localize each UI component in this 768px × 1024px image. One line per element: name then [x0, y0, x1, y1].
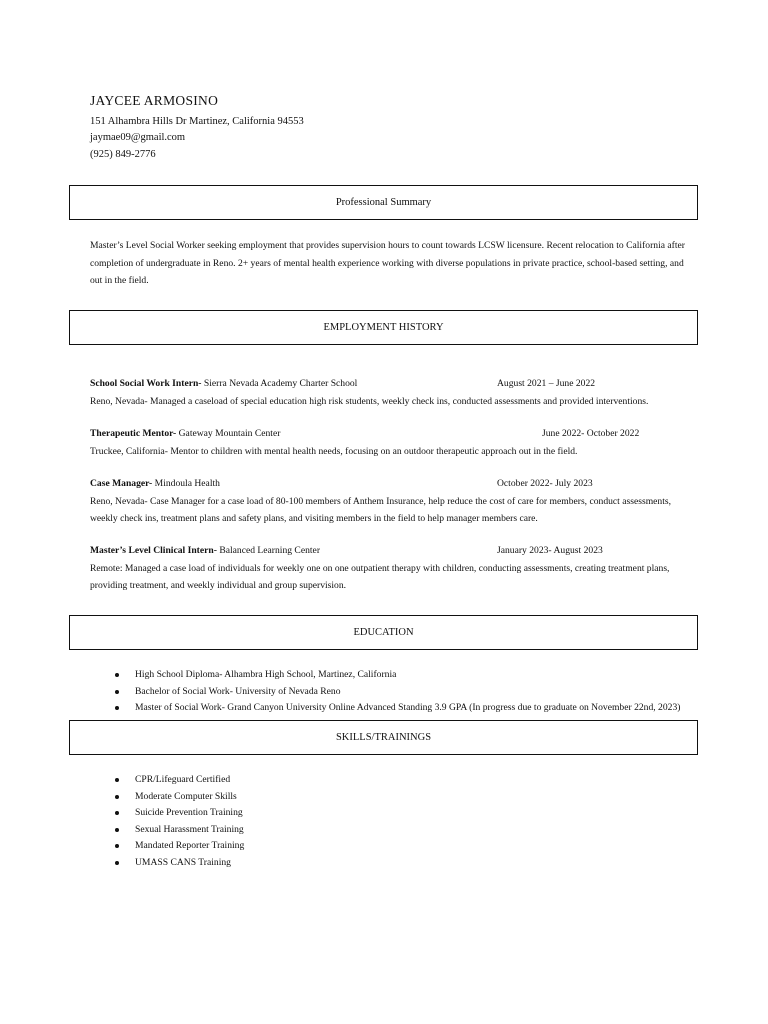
job-title-1 [90, 377, 357, 391]
section-header-employment [69, 310, 698, 345]
address: 151 Alhambra Hills Dr Martinez, California 94553 [90, 116, 304, 127]
job-org-2: Gateway Mountain Center [176, 428, 281, 439]
education-item: Bachelor of Social Work- University of Nevada Reno [115, 684, 680, 701]
job-desc-4: Remote: Managed a case load of individuals for weekly one on one outpatient therapy with children, conducting assessments, creating treatment plans, providing treatment, and weekly individual and group supervision. [90, 563, 670, 591]
section-header-summary [69, 185, 698, 220]
section-header-skills [69, 720, 698, 755]
job-org-4: Balanced Learning Center [216, 545, 321, 556]
summary-text: Master’s Level Social Worker seeking employment that provides supervision hours to count towards LCSW licensure. Recent relocation to California after completion of undergraduate in Reno. 2+ years of mental health experience working with diverse populations in private practice, school-based setting, and out in the field. [90, 240, 685, 286]
job-dates-2: June 2022- October 2022 [542, 428, 640, 439]
phone: (925) 849-2776 [90, 149, 156, 160]
skill-item: Moderate Computer Skills [115, 789, 244, 806]
candidate-name: JAYCEE ARMOSINO [90, 93, 219, 108]
skill-item: CPR/Lifeguard Certified [115, 772, 244, 789]
job-desc-3: Reno, Nevada- Case Manager for a case load of 80-100 members of Anthem Insurance, help reduce the cost of care for members, conduct assessments, weekly check ins, treatment plans and safety plans, and visiting members in the field to help manager members care. [90, 496, 672, 524]
job-desc-2: Truckee, California- Mentor to children with mental health needs, focusing on an outdoor therapeutic approach out in the field. [90, 446, 578, 457]
education-list [115, 667, 680, 717]
job-org-3: Mindoula Health [152, 478, 220, 489]
education-item: Master of Social Work- Grand Canyon University Online Advanced Standing 3.9 GPA (In progress due to graduate on November 22nd, 2023) [115, 700, 680, 717]
skills-list [115, 772, 244, 871]
section-header-education [69, 615, 698, 650]
job-dates-3: October 2022- July 2023 [497, 478, 593, 489]
job-title-3 [90, 477, 220, 491]
job-title-2 [90, 427, 280, 441]
email: jaymae09@gmail.com [90, 132, 186, 143]
job-dates-1: August 2021 – June 2022 [497, 378, 596, 389]
section-title-skills: SKILLS/TRAININGS [335, 732, 432, 743]
skill-item: UMASS CANS Training [115, 855, 244, 872]
skill-item: Sexual Harassment Training [115, 822, 244, 839]
job-org-1: Sierra Nevada Academy Charter School [201, 378, 358, 389]
job-role-1: School Social Work Intern- [90, 378, 202, 389]
education-item: High School Diploma- Alhambra High School, Martinez, California [115, 667, 680, 684]
job-desc-1: Reno, Nevada- Managed a caseload of special education high risk students, weekly check ins, conducted assessments and provided interventions. [90, 396, 649, 407]
section-title-employment: EMPLOYMENT HISTORY [323, 322, 444, 333]
job-role-3: Case Manager- [90, 478, 153, 489]
job-role-4: Master’s Level Clinical Intern- [90, 545, 217, 556]
section-title-summary: Professional Summary [335, 197, 432, 208]
job-dates-4: January 2023- August 2023 [497, 545, 603, 556]
job-role-2: Therapeutic Mentor- [90, 428, 177, 439]
job-title-4 [90, 544, 320, 558]
skill-item: Suicide Prevention Training [115, 805, 244, 822]
skill-item: Mandated Reporter Training [115, 838, 244, 855]
section-title-education: EDUCATION [353, 627, 414, 638]
